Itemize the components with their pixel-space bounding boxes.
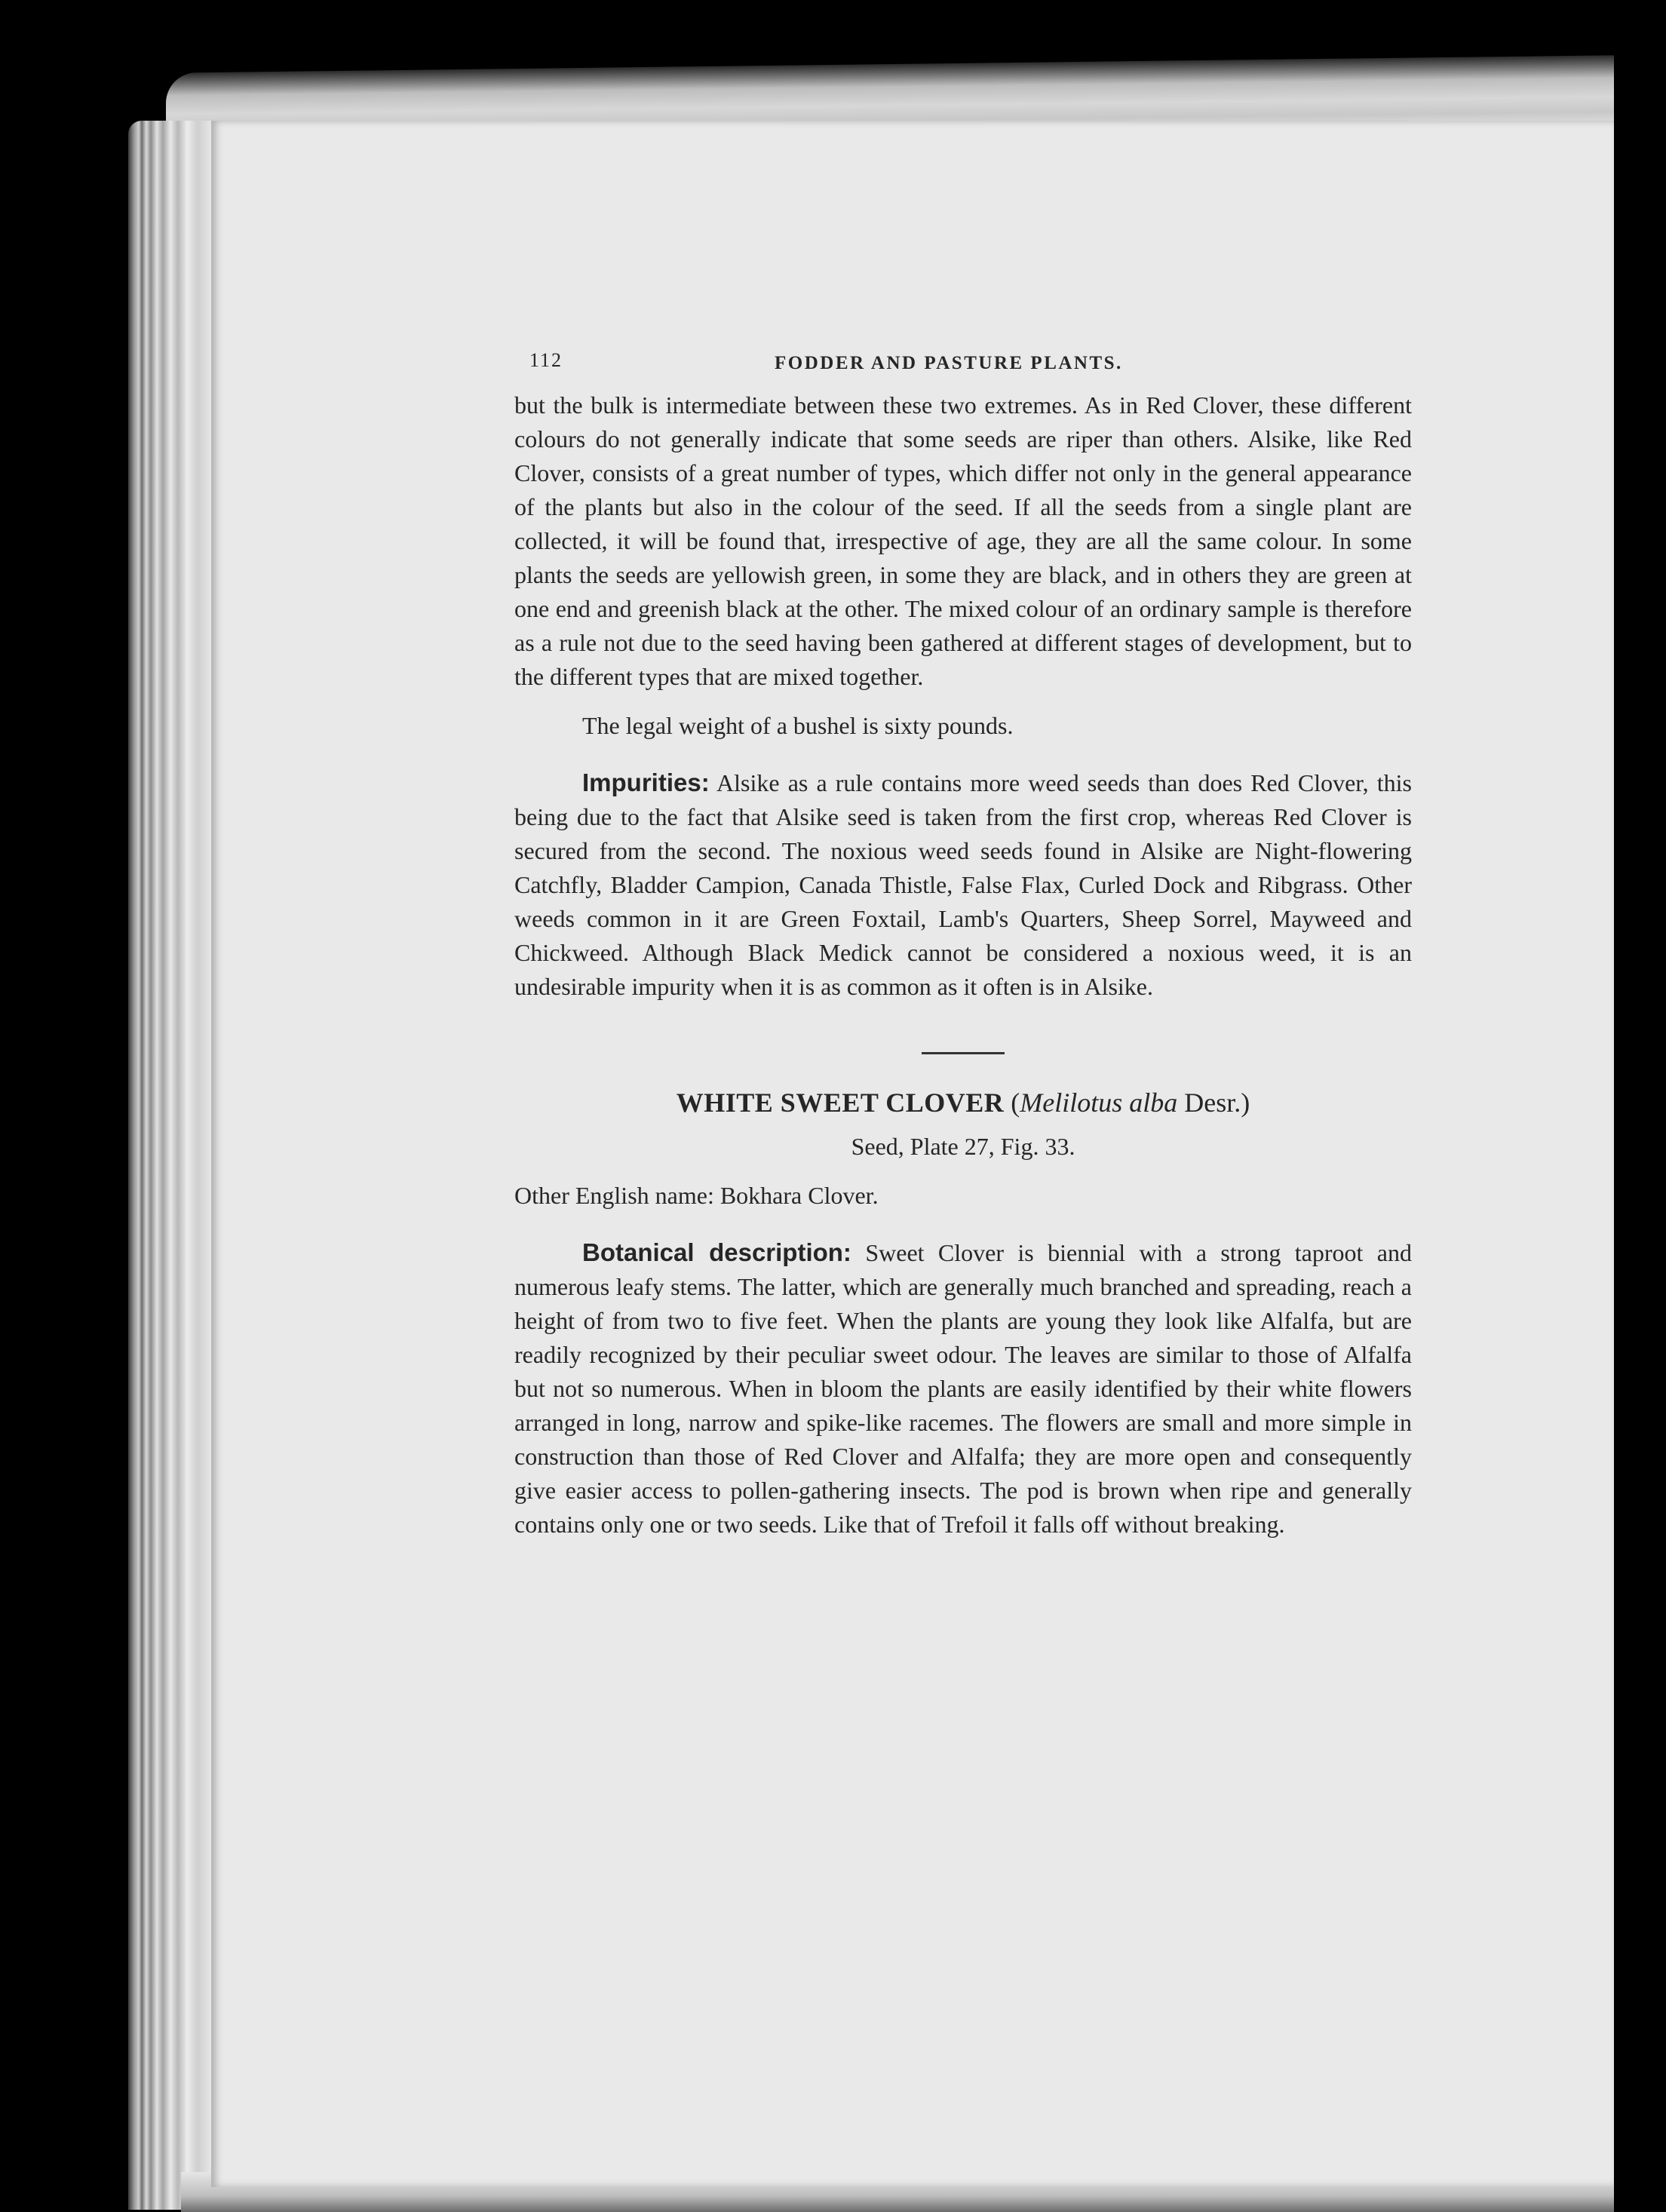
impurities-heading: Impurities:	[582, 769, 710, 796]
continuation-paragraph: but the bulk is intermediate between these two extremes. As in Red Clover, these different colours do not generally indicate that some seeds are riper than others. Alsike, like Red Clover, consists of a great number of types, which differ not only in the general appearance of the plants but also in the colour of the seed. If all the seeds from a single plant are collected, it will be found that, irrespective of age, they are all the same colour. In some plants the seeds are yellowish green, in some they are black, and in others they are green at one end and greenish black at the other. The mixed colour of an ordinary sample is therefore as a rule not due to the seed having been gathered at different stages of development, but to the different types that are mixed together.	[514, 391, 1412, 690]
running-title: FODDER AND PASTURE PLANTS.	[775, 353, 1123, 373]
impurities-paragraph	[514, 765, 1412, 1004]
section-name: WHITE SWEET CLOVER	[676, 1088, 1005, 1118]
book-page-edges	[128, 121, 211, 2210]
weight-paragraph: The legal weight of a bushel is sixty pounds.	[582, 712, 1014, 739]
other-english-names: Other English name: Bokhara Clover.	[514, 1182, 879, 1209]
section-divider	[922, 1052, 1005, 1054]
seed-reference: Seed, Plate 27, Fig. 33.	[851, 1133, 1075, 1160]
page-content	[514, 343, 1412, 1542]
botanical-heading: Botanical description:	[582, 1238, 851, 1266]
botanical-text: Sweet Clover is biennial with a strong taproot and numerous leafy stems. The latter, which are generally much branched and spreading, reach a height of from two to five feet. When the plants are young they look like Alfalfa, but are readily recognized by their peculiar sweet odour. The leaves are similar to those of Alfalfa but not so numerous. When in bloom the plants are easily identified by their white flowers arranged in long, narrow and spike-like racemes. The flowers are small and more simple in construction than those of Red Clover and Alfalfa; they are more open and consequently give easier access to pollen-gathering insects. The pod is brown when ripe and generally contains only one or two seeds. Like that of Trefoil it falls off without breaking.	[514, 1239, 1413, 1538]
section-title	[514, 1085, 1412, 1121]
page-number: 112	[529, 349, 563, 371]
latin-name: Melilotus alba	[1020, 1088, 1178, 1118]
botanical-paragraph	[514, 1235, 1412, 1542]
authority: Desr.)	[1184, 1088, 1250, 1118]
impurities-text: Alsike as a rule contains more weed seeds than does Red Clover, this being due to the fact that Alsike seed is taken from the first crop, whereas Red Clover is secured from the second. The noxious weed seeds found in Alsike are Night-flowering Catchfly, Bladder Campion, Canada Thistle, False Flax, Curled Dock and Ribgrass. Other weeds common in it are Green Foxtail, Lamb's Quarters, Sheep Sorrel, Mayweed and Chickweed. Although Black Medick cannot be considered a noxious weed, it is an undesirable impurity when it is as common as it often is in Alsike.	[514, 769, 1413, 1000]
running-head	[514, 343, 1412, 388]
section-open-paren: (	[1011, 1088, 1020, 1118]
